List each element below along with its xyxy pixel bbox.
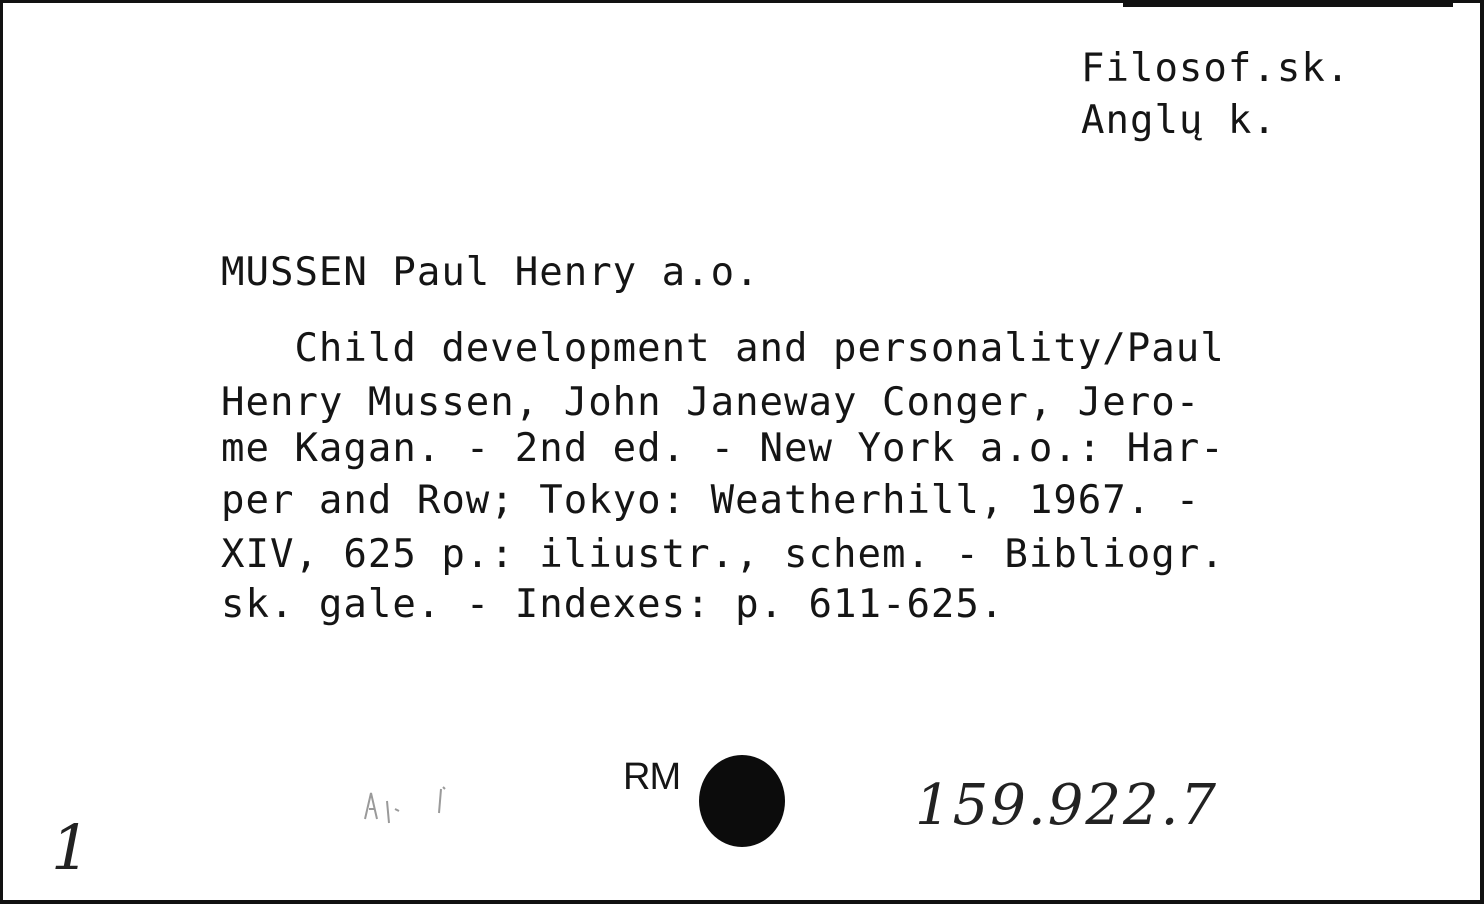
black-dot-stamp [699, 755, 785, 847]
subject-heading-1: Filosof.sk. [1081, 46, 1351, 91]
subject-heading-2: Anglų k. [1081, 98, 1277, 143]
description-line-6: sk. gale. - Indexes: p. 611-625. [221, 582, 1005, 627]
author-heading: MUSSEN Paul Henry a.o. [221, 250, 760, 295]
card-top-edge [1123, 3, 1453, 7]
description-line-3: me Kagan. - 2nd ed. - New York a.o.: Har- [221, 426, 1225, 471]
handwritten-copy-number: 1 [51, 811, 91, 884]
description-line-2: Henry Mussen, John Janeway Conger, Jero- [221, 380, 1201, 425]
handwritten-call-number: 159.922.7 [915, 773, 1219, 838]
stamp-label: RM [623, 756, 681, 798]
description-line-5: XIV, 625 p.: iliustr., schem. - Bibliogr. [221, 532, 1225, 577]
faint-pencil-mark [355, 779, 455, 839]
description-line-1: Child development and personality/Paul [221, 326, 1225, 371]
description-line-4: per and Row; Tokyo: Weatherhill, 1967. - [221, 478, 1201, 523]
